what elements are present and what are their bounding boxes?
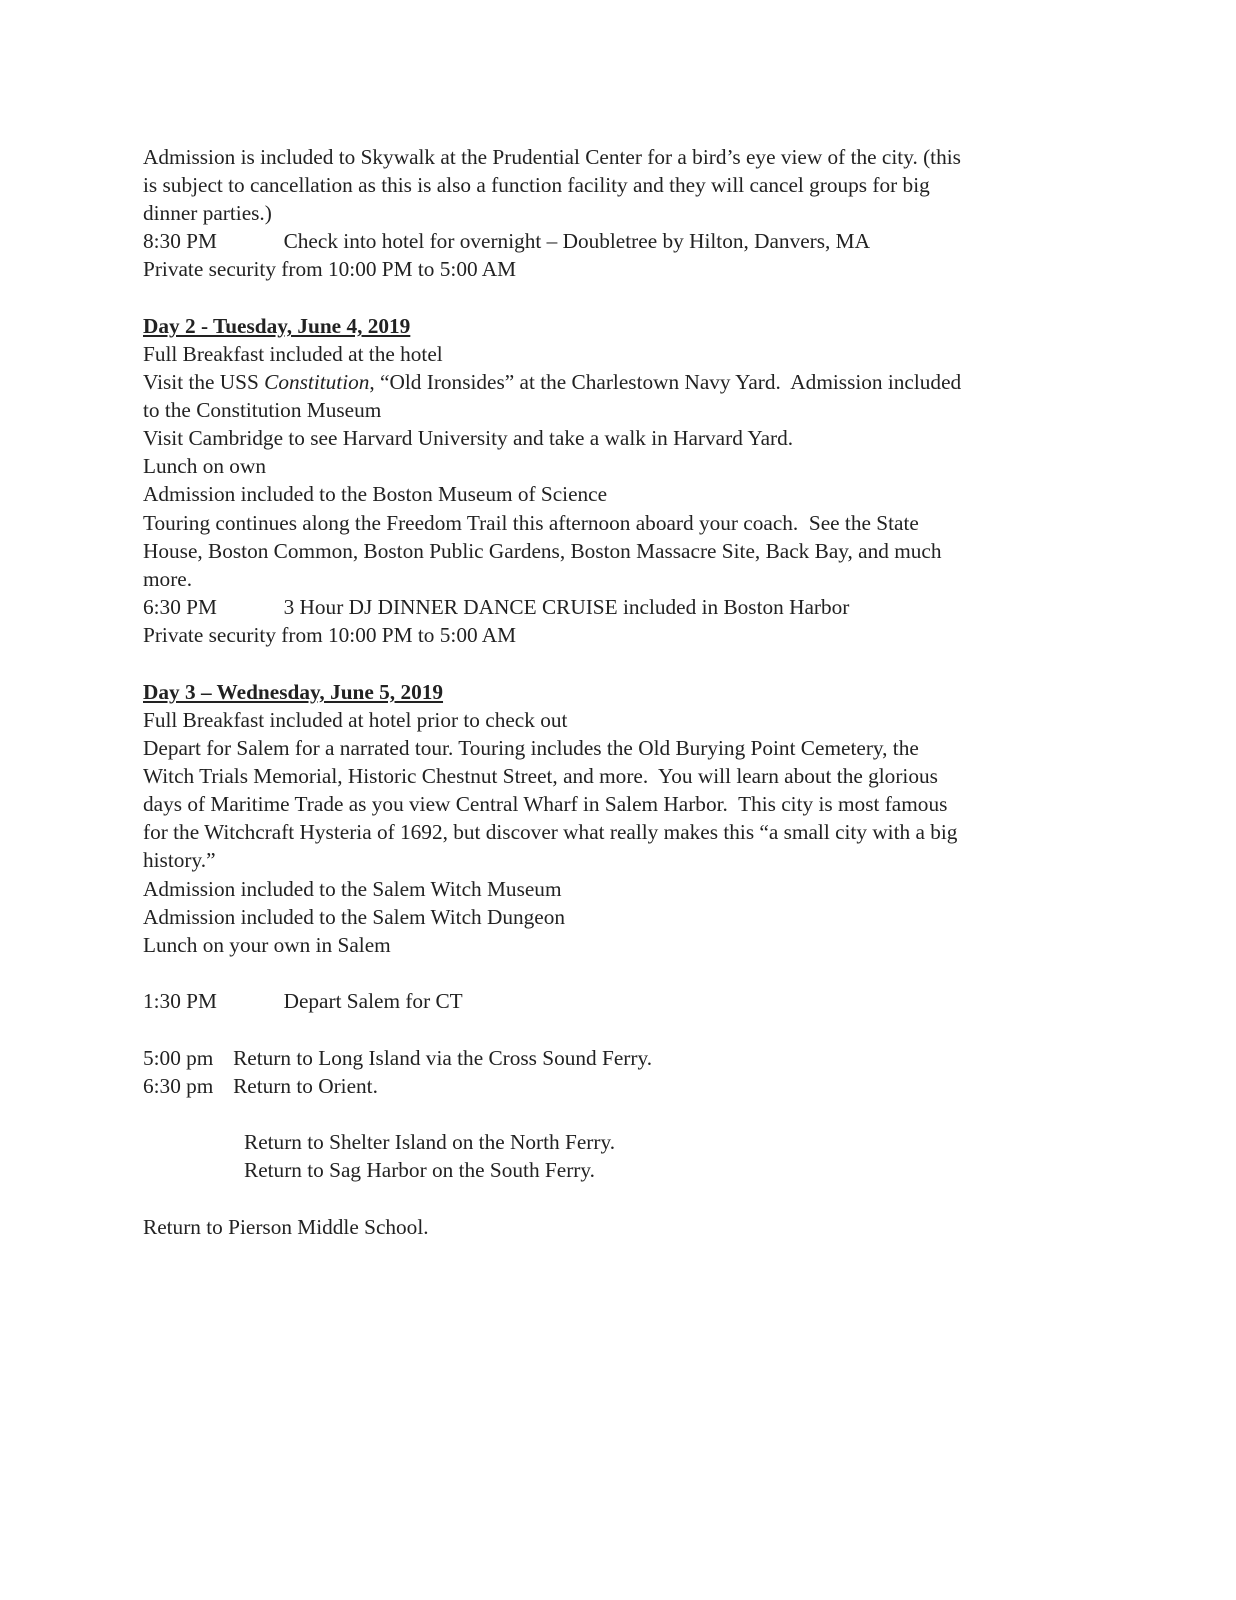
day3-line: Lunch on your own in Salem	[143, 933, 391, 957]
day3-line: Full Breakfast included at hotel prior to check out	[143, 708, 568, 732]
checkin-time: 8:30 PM	[143, 229, 217, 253]
ferry-time: 5:00 pm	[143, 1046, 214, 1070]
depart-text: Depart Salem for CT	[283, 989, 463, 1013]
day3-line: Admission included to the Salem Witch Dungeon	[143, 905, 566, 929]
day2-line: Visit Cambridge to see Harvard University and take a walk in Harvard Yard.	[143, 426, 794, 450]
ferry-entry	[143, 1072, 378, 1100]
cruise-text: 3 Hour DJ DINNER DANCE CRUISE included in Boston Harbor	[283, 595, 850, 619]
ferry-text: Return to Orient.	[233, 1074, 378, 1098]
day2-line: Lunch on own	[143, 454, 266, 478]
indented-line: Return to Shelter Island on the North Ferry.	[244, 1130, 616, 1154]
day3-heading: Day 3 – Wednesday, June 5, 2019	[143, 680, 444, 704]
final-line: Return to Pierson Middle School.	[143, 1215, 429, 1239]
day3-line: for the Witchcraft Hysteria of 1692, but discover what really makes this “a small city with a big	[143, 820, 958, 844]
day3-line: Depart for Salem for a narrated tour. Touring includes the Old Burying Point Cemetery, the	[143, 736, 919, 760]
day2-line: to the Constitution Museum	[143, 398, 382, 422]
ferry-text: Return to Long Island via the Cross Sound Ferry.	[233, 1046, 653, 1070]
day2-line: House, Boston Common, Boston Public Gardens, Boston Massacre Site, Back Bay, and much	[143, 539, 942, 563]
ferry-time: 6:30 pm	[143, 1074, 214, 1098]
day2-line: Admission included to the Boston Museum of Science	[143, 482, 608, 506]
depart-entry	[143, 987, 463, 1015]
intro-line: is subject to cancellation as this is also a function facility and they will cancel groups for big	[143, 173, 930, 197]
day3-line: days of Maritime Trade as you view Central Wharf in Salem Harbor. This city is most famous	[143, 792, 948, 816]
day2-line: Touring continues along the Freedom Trail this afternoon aboard your coach. See the State	[143, 511, 919, 535]
intro-line: Admission is included to Skywalk at the Prudential Center for a bird’s eye view of the city. (this	[143, 145, 961, 169]
depart-time: 1:30 PM	[143, 989, 217, 1013]
intro-line: dinner parties.)	[143, 201, 272, 225]
checkin-entry	[143, 227, 870, 255]
uss-before: Visit the USS	[143, 370, 265, 394]
cruise-entry	[143, 593, 849, 621]
day3-line: history.”	[143, 848, 216, 872]
uss-italic: Constitution	[264, 370, 370, 394]
day2-heading: Day 2 - Tuesday, June 4, 2019	[143, 314, 411, 338]
day2-uss-line	[143, 368, 961, 396]
cruise-time: 6:30 PM	[143, 595, 217, 619]
indented-line: Return to Sag Harbor on the South Ferry.	[244, 1158, 595, 1182]
day3-line: Admission included to the Salem Witch Museum	[143, 877, 562, 901]
day3-line: Witch Trials Memorial, Historic Chestnut Street, and more. You will learn about the glorious	[143, 764, 938, 788]
security-note: Private security from 10:00 PM to 5:00 AM	[143, 257, 517, 281]
day2-line: more.	[143, 567, 193, 591]
uss-after: , “Old Ironsides” at the Charlestown Navy Yard. Admission included	[369, 370, 962, 394]
security-note: Private security from 10:00 PM to 5:00 AM	[143, 623, 517, 647]
day2-breakfast: Full Breakfast included at the hotel	[143, 342, 443, 366]
checkin-text: Check into hotel for overnight – Doubletree by Hilton, Danvers, MA	[283, 229, 870, 253]
ferry-entry	[143, 1044, 652, 1072]
